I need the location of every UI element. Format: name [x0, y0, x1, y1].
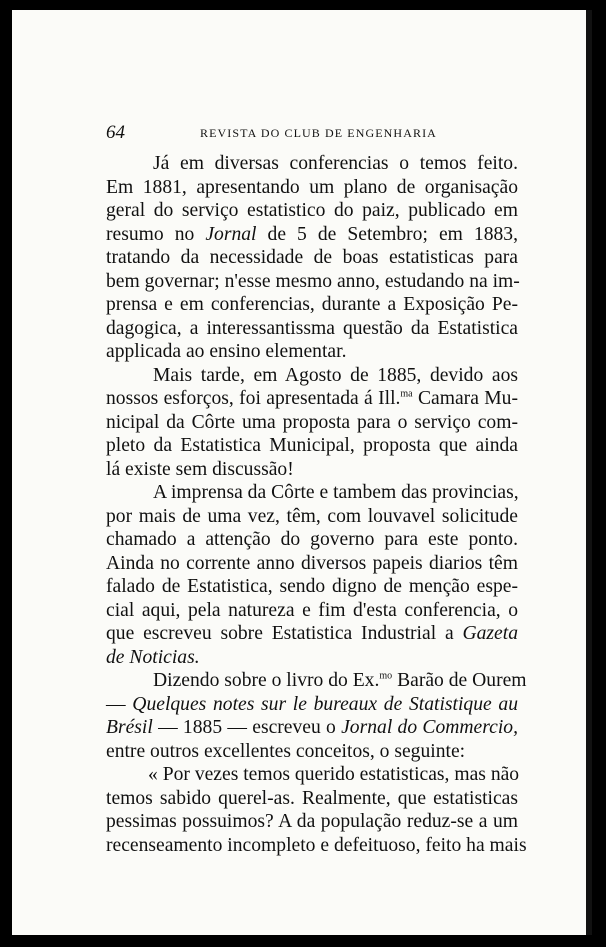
text-line: — Quelques notes sur le bureaux de Statistique au: [106, 693, 518, 715]
text-line: Já em diversas conferencias o temos feito.: [153, 153, 518, 174]
text-line: entre outros excellentes conceitos, o seguinte:: [106, 740, 466, 762]
text-line: dagogica, a interessantissma questão da Estatistica: [106, 317, 518, 339]
text-line: de Noticias.: [106, 646, 200, 668]
text-line: nossos esforços, foi apresentada á Ill.$^{ma}$ Camara Mu-: [106, 388, 518, 409]
text-line: tratando da necessidade de boas estatisticas para: [106, 247, 518, 268]
journal-title: Jornal: [205, 223, 257, 245]
text-line: « Por vezes temos querido estatisticas, mas não: [148, 764, 520, 785]
newspaper-title: Jornal do Commercio,: [341, 717, 518, 738]
text-line: resumo no Jornal de 5 de Setembro; em 1883,: [106, 223, 518, 245]
running-header: [106, 122, 526, 142]
book-page: [12, 10, 592, 935]
text-line: falado de Estatistica, sendo digno de menção espe-: [106, 576, 518, 597]
text-line: Mais tarde, em Agosto de 1885, devido aos: [153, 364, 518, 386]
text-line: geral do serviço estatistico do paiz, publicado em: [106, 200, 518, 221]
text-line: lá existe sem discussão!: [106, 458, 294, 480]
newspaper-title: Gazeta: [462, 623, 518, 644]
text-line: pessimas possuimos? A da população reduz-se a um: [106, 811, 518, 832]
text-line: recenseamento incompleto e defeituoso, feito ha mais: [106, 834, 527, 856]
text-line: prensa e em conferencias, durante a Exposição Pe-: [106, 294, 518, 315]
text-line: Em 1881, apresentando um plano de organisação: [106, 176, 518, 198]
text-line: applicada ao ensino elementar.: [106, 341, 347, 362]
text-line: A imprensa da Côrte e tambem das provincias,: [153, 482, 519, 503]
text-line: chamado a attenção do governo para este ponto.: [106, 529, 518, 550]
superscript: mo: [379, 670, 393, 682]
running-title: REVISTA DO CLUB DE ENGENHARIA: [200, 126, 437, 140]
page-edge-shadow: [586, 10, 592, 935]
text-line: pleto da Estatistica Municipal, proposta que ainda: [106, 435, 518, 456]
superscript: ma: [400, 388, 413, 400]
text-line: nicipal da Côrte uma proposta para o serviço com-: [106, 411, 518, 433]
book-title: Quelques notes sur le bureaux de Statistique au: [132, 693, 518, 715]
page-number: 64: [106, 122, 125, 143]
text-line: bem governar; n'esse mesmo anno, estudando na im-: [106, 270, 520, 292]
text-line: Dizendo sobre o livro do Ex.$^{mo}$ Barão de Ourem: [153, 670, 527, 691]
article-body: [106, 152, 527, 857]
text-line: temos sabido querel-as. Realmente, que estatisticas: [106, 787, 518, 809]
text-line: Brésil — 1885 — escreveu o Jornal do Commercio,: [106, 717, 518, 738]
text-line: Ainda no corrente anno diversos papeis diarios têm: [106, 552, 518, 574]
text-line: cial aqui, pela natureza e fim d'esta conferencia, o: [106, 599, 518, 621]
text-line: que escreveu sobre Estatistica Industrial a Gazeta: [106, 623, 518, 644]
text-line: por mais de uma vez, têm, com louvavel solicitude: [106, 505, 518, 527]
